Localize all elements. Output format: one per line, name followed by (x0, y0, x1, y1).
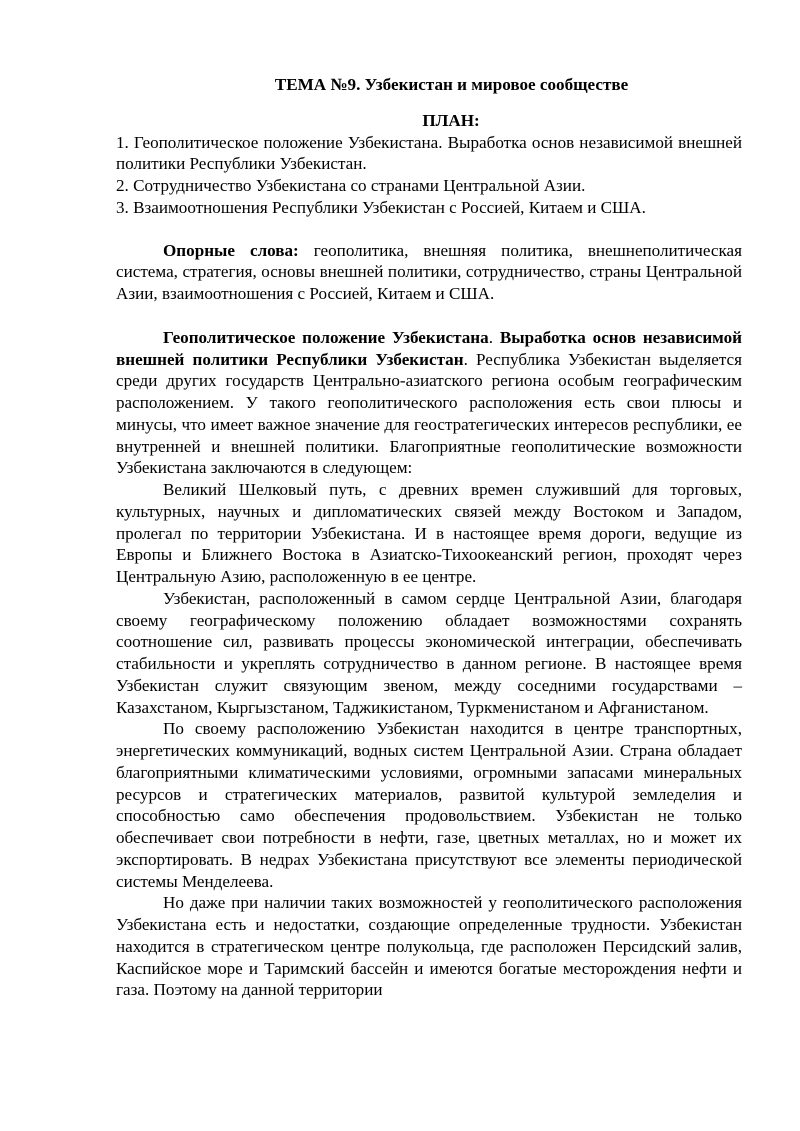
document-page (116, 74, 742, 1001)
plan-list (116, 132, 742, 219)
plan-item: 2. Сотрудничество Узбекистана со странами Центральной Азии. (116, 176, 586, 195)
body-paragraph: Великий Шелковый путь, с древних времен служивший для торговых, культурных, научных и дипломатических связей между Востоком и Западом, пролегал по территории Узбекистана. И в настоящее время дороги, ведущие из Европы и Ближнего Востока в Азиатско-Тихоокеанский регион, проходят через Центральную Азию, расположенную в ее центре. (116, 480, 742, 586)
section-heading-part1: Геополитическое положение Узбекистана (163, 327, 489, 347)
section-intro-text: . Республика Узбекистан выделяется среди других государств Центрально-азиатского региона особым географическим расположением. У такого геополитического расположения есть свои плюсы и минусы, что имеет важное значение для геостратегических интересов республики, ее внутренней и внешней политики. Благоприятные геополитические возможности Узбекистана заключаются в следующем: (116, 349, 742, 478)
section-heading-part2: Выработка основ независимой внешней политики Республики Узбекистан (116, 327, 743, 369)
keywords-text: геополитика, внешняя политика, внешнеполитическая система, стратегия, основы внешней политики, сотрудничество, страны Центральной Азии, взаимоотношения с Россией, Китаем и США. (116, 240, 742, 303)
body-paragraph: Узбекистан, расположенный в самом сердце Центральной Азии, благодаря своему географическому положению обладает возможностями сохранять соотношение сил, развивать процессы экономической интеграции, обеспечивать стабильности и укреплять сотрудничество в данном регионе. В настоящее время Узбекистан служит связующим звеном, между соседними государствами – Казахстаном, Кыргызстаном, Таджикистаном, Туркменистаном и Афганистаном. (116, 588, 742, 717)
plan-item: 3. Взаимоотношения Республики Узбекистан с Россией, Китаем и США. (116, 197, 646, 217)
body-paragraph: По своему расположению Узбекистан находится в центре транспортных, энергетических коммуникаций, водных систем Центральной Азии. Страна обладает благоприятными климатическими условиями, огромными запасами минеральных ресурсов и стратегических материалов, развитой культурой земледелия и способностью само обеспечения продовольствием. Узбекистан не только обеспечивает свои потребности в нефти, газе, цветных металлах, но и может их экспортировать. В недрах Узбекистана присутствуют все элементы периодической системы Менделеева. (116, 719, 742, 891)
keywords-paragraph (116, 240, 742, 305)
keywords-label: Опорные слова: (163, 240, 299, 260)
body-paragraph: Но даже при наличии таких возможностей у геополитического расположения Узбекистана есть и недостатки, создающие определенные трудности. Узбекистан находится в стратегическом центре полукольца, где расположен Персидский залив, Каспийское море и Таримский бассейн и имеются богатые месторождения нефти и газа. Поэтому на данной территории (116, 893, 742, 1000)
plan-item: 1. Геополитическое положение Узбекистана. Выработка основ независимой внешней политики Республики Узбекистан. (116, 132, 742, 174)
section-intro-paragraph (116, 327, 742, 479)
document-title: ТЕМА №9. Узбекистан и мировое сообществе (274, 75, 629, 94)
plan-heading: ПЛАН: (422, 110, 480, 130)
section-heading-sep: . (488, 327, 500, 347)
